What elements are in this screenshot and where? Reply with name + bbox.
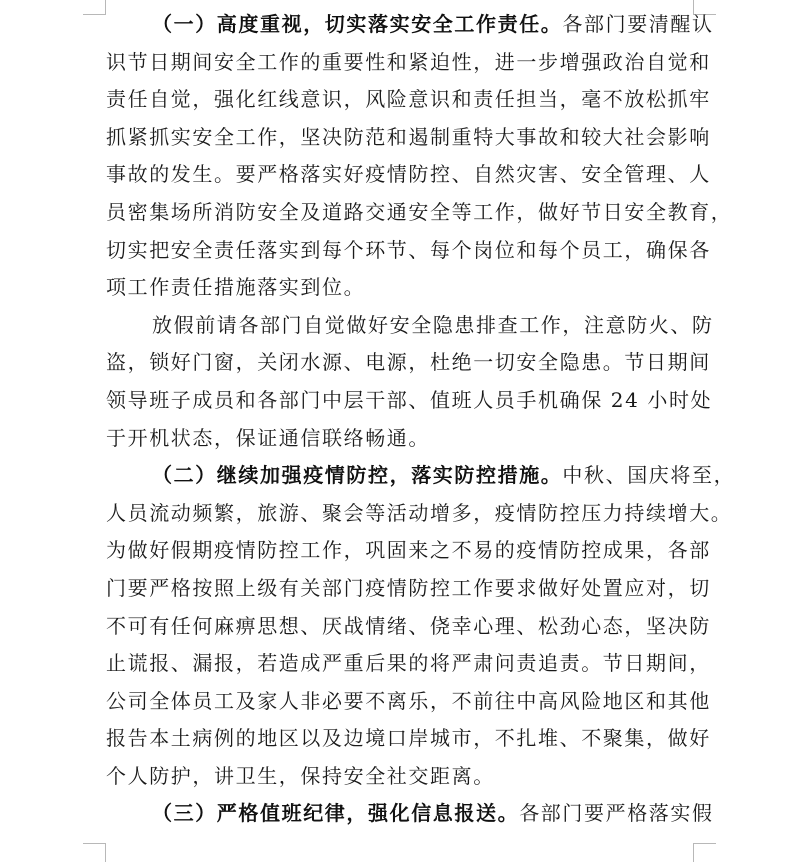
line-text: 门要严格按照上级有关部门疫情防控工作要求做好处置应对，切 (106, 575, 711, 600)
text-line (106, 6, 714, 44)
text-line (106, 683, 711, 721)
line-text: 公司全体员工及家人非必要不离乐，不前往中高风险地区和其他 (106, 688, 711, 713)
line-text: 中秋、国庆将至， (562, 463, 736, 488)
line-text: 为做好假期疫情防控工作，巩固来之不易的疫情防控成果，各部 (106, 538, 711, 563)
text-line (106, 119, 711, 157)
text-line (106, 570, 711, 608)
line-text: 报告本土病例的地区以及边境口岸城市，不扎堆、不聚集，做好 (106, 726, 711, 751)
line-text: 放假前请各部门自觉做好安全隐患排查工作，注意防火、防 (152, 312, 714, 337)
text-line (106, 645, 711, 683)
line-text: 止谎报、漏报，若造成严重后果的将严肃问责追责。节日期间， (106, 651, 711, 676)
page-corner-mark-bottom-right (693, 843, 716, 862)
line-text: 事故的发生。要严格落实好疫情防控、自然灾害、安全管理、人 (106, 162, 711, 187)
text-line (106, 194, 733, 232)
page-corner-mark-bottom-left (83, 843, 106, 862)
line-text: 责任自觉，强化红线意识，风险意识和责任担当，毫不放松抓牢 (106, 87, 711, 112)
text-line (106, 307, 714, 345)
text-line (106, 382, 713, 420)
section-heading: （一）高度重视，切实落实安全工作责任。 (152, 12, 563, 36)
line-text: 个人防护，讲卫生，保持安全社交距离。 (106, 763, 495, 788)
line-text: 切实把安全责任落实到每个环节、每个岗位和每个员工，确保各 (106, 237, 711, 262)
text-line (106, 81, 711, 119)
section-heading: （三）严格值班纪律，强化信息报送。 (152, 801, 520, 826)
line-text: 各部门要清醒认 (562, 12, 714, 36)
text-line (106, 344, 711, 382)
text-line (106, 269, 702, 307)
text-line (106, 608, 711, 646)
line-text: 于开机状态，保证通信联络畅通。 (106, 425, 430, 450)
line-text: 员密集场所消防安全及道路交通安全等工作，做好节日安全教育， (106, 199, 733, 224)
line-text: 抓紧抓实安全工作，坚决防范和遏制重特大事故和较大社会影响 (106, 124, 711, 149)
text-line (106, 495, 733, 533)
text-line (106, 720, 711, 758)
text-line (106, 232, 711, 270)
text-line (106, 532, 711, 570)
text-line (106, 457, 736, 495)
document-body (106, 6, 736, 833)
text-line (106, 44, 711, 82)
text-line (106, 758, 702, 796)
section-heading: （二）继续加强疫情防控，落实防控措施。 (152, 463, 563, 488)
line-text: 人员流动频繁，旅游、聚会等活动增多，疫情防控压力持续增大。 (106, 500, 733, 525)
line-text: 识节日期间安全工作的重要性和紧迫性，进一步增强政治自觉和 (106, 49, 711, 74)
text-line (106, 156, 711, 194)
line-text: 不可有任何麻痹思想、厌战情绪、侥幸心理、松劲心态，坚决防 (106, 613, 711, 638)
line-text: 项工作责任措施落实到位。 (106, 275, 366, 300)
line-text: 盗，锁好门窗，关闭水源、电源，杜绝一切安全隐患。节日期间 (106, 350, 711, 375)
text-line (106, 795, 714, 833)
line-text: 各部门要严格落实假 (519, 801, 714, 826)
page-corner-mark-top-left (83, 0, 106, 15)
text-line (106, 420, 702, 458)
line-text: 领导班子成员和各部门中层干部、值班人员手机确保 24 小时处 (106, 387, 713, 412)
